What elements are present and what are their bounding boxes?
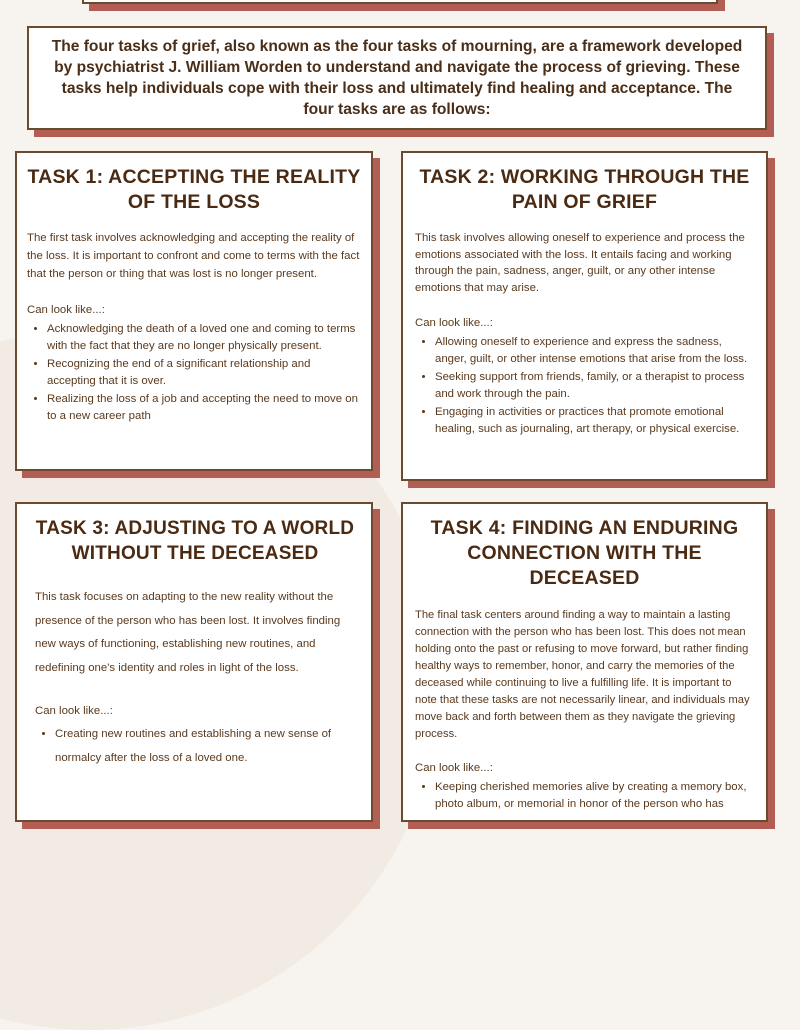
- list-item: • Seeking support from friends, family, or a therapist to process and work through the pain.: [435, 369, 754, 402]
- task-title: TASK 4: FINDING AN ENDURING CONNECTION WITH THE DECEASED: [430, 517, 739, 589]
- intro-box: [27, 26, 767, 130]
- examples-list: [35, 722, 355, 770]
- list-item: • Creating new routines and establishing a new sense of normalcy after the loss of a loved one.: [55, 722, 355, 770]
- list-item: • Recognizing the end of a significant relationship and accepting that it is over.: [47, 356, 361, 389]
- examples-list: [415, 779, 754, 812]
- task-title: TASK 3: ADJUSTING TO A WORLD WITHOUT THE DECEASED: [35, 518, 355, 564]
- task-card-3: [15, 502, 373, 822]
- task-description: This task involves allowing oneself to experience and process the emotions associated with the loss. It entails facing and working through the pain, sadness, anger, guilt, or any other intense emotions that may arise.: [415, 232, 745, 294]
- can-look-like-label: Can look like...:: [27, 304, 105, 316]
- list-item: • Allowing oneself to experience and express the sadness, anger, guilt, or other intense emotions that arise from the loss.: [435, 334, 754, 367]
- task-card-1: [15, 151, 373, 471]
- can-look-like-label: Can look like...:: [415, 317, 493, 329]
- task-title: TASK 1: ACCEPTING THE REALITY OF THE LOSS: [27, 166, 361, 213]
- examples-list: [415, 334, 754, 438]
- task-card-2: [401, 151, 768, 481]
- list-item: • Keeping cherished memories alive by creating a memory box, photo album, or memorial in honor of the person who has: [435, 779, 754, 812]
- list-item: • Acknowledging the death of a loved one and coming to terms with the fact that they are no longer physically present.: [47, 321, 361, 354]
- task-description: The final task centers around finding a way to maintain a lasting connection with the person who has been lost. This does not mean holding onto the past or refusing to move forward, but rather finding healthy ways to remember, honor, and carry the memories of the deceased while continuing to live a fulfilling life. It is important to note that these tasks are not necessarily linear, and individuals may move back and forth between them as they navigate the grieving process.: [415, 609, 750, 740]
- task-description: This task focuses on adapting to the new reality without the presence of the person who has been lost. It involves finding new ways of functioning, establishing new routines, and redefining one's identity and roles in light of the loss.: [35, 591, 341, 674]
- can-look-like-label: Can look like...:: [415, 762, 493, 774]
- task-title: TASK 2: WORKING THROUGH THE PAIN OF GRIEF: [419, 166, 750, 213]
- examples-list: [27, 321, 361, 425]
- intro-text: The four tasks of grief, also known as the four tasks of mourning, are a framework developed by psychiatrist J. William Worden to understand and navigate the process of grieving. These tasks help individuals cope with their loss and ultimately find healing and acceptance. The four tasks are as follows:: [51, 38, 743, 118]
- list-item: • Engaging in activities or practices that promote emotional healing, such as journaling, art therapy, or physical exercise.: [435, 404, 754, 437]
- task-description: The first task involves acknowledging and accepting the reality of the loss. It is important to confront and come to terms with the fact that the person or thing that was lost is no longer present.: [27, 232, 360, 280]
- list-item: • Realizing the loss of a job and accepting the need to move on to a new career path: [47, 391, 361, 424]
- header-box-edge: [82, 0, 718, 4]
- can-look-like-label: Can look like...:: [35, 705, 113, 717]
- task-card-4: [401, 502, 768, 822]
